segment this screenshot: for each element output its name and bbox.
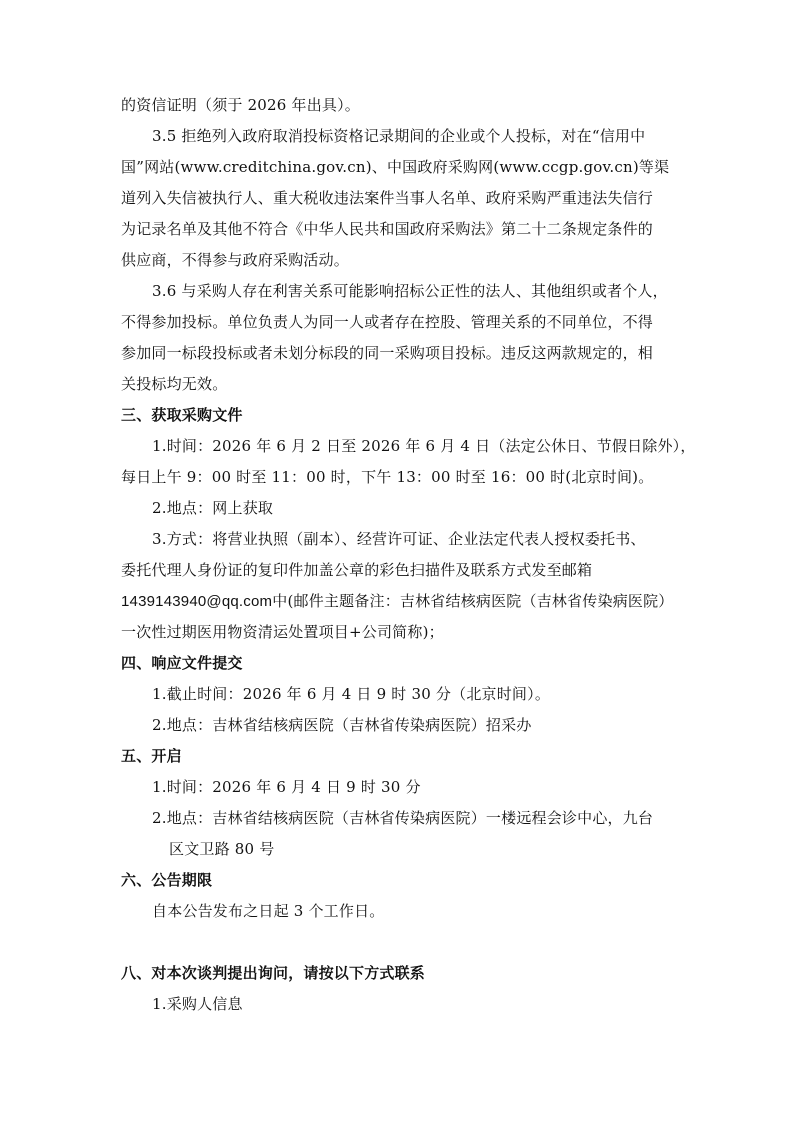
paragraph-line	[121, 591, 674, 612]
paragraph-line: 供应商，不得参与政府采购活动。	[121, 251, 350, 269]
paragraph-line: 委托代理人身份证的复印件加盖公章的彩色扫描件及联系方式发至邮箱	[121, 561, 593, 579]
email-address: 1439143940@qq.com	[121, 593, 273, 610]
paragraph-line: 不得参加投标。单位负责人为同一人或者存在控股、管理关系的不同单位，不得	[121, 313, 654, 331]
paragraph-line: 3.5 拒绝列入政府取消投标资格记录期间的企业或个人投标，对在“信用中	[152, 127, 646, 145]
paragraph-line: 1.截止时间：2026 年 6 月 4 日 9 时 30 分（北京时间）。	[152, 685, 551, 703]
paragraph-line: 国”网站(www.creditchina.gov.cn)、中国政府采购网(www.ccgp.gov.cn)等渠	[121, 158, 670, 176]
paragraph-line: 1.时间：2026 年 6 月 4 日 9 时 30 分	[152, 778, 421, 796]
paragraph-line: 3.方式：将营业执照（副本）、经营许可证、企业法定代表人授权委托书、	[152, 530, 646, 548]
section-heading-6: 六、公告期限	[121, 871, 213, 889]
paragraph-line: 的资信证明（须于 2026 年出具）。	[121, 96, 361, 114]
paragraph-line: 一次性过期医用物资清运处置项目+公司简称)；	[121, 623, 444, 641]
section-heading-4: 四、响应文件提交	[121, 654, 243, 672]
section-heading-5: 五、开启	[121, 747, 182, 765]
section-heading-8: 八、对本次谈判提出询问，请按以下方式联系	[121, 964, 426, 982]
email-note: 中(邮件主题备注：吉林省结核病医院（吉林省传染病医院）	[272, 592, 674, 610]
paragraph-line: 2.地点：吉林省结核病医院（吉林省传染病医院）招采办	[152, 716, 532, 734]
paragraph-line: 区文卫路 80 号	[169, 840, 275, 858]
paragraph-line: 关投标均无效。	[121, 375, 228, 393]
paragraph-line: 参加同一标段投标或者未划分标段的同一采购项目投标。违反这两款规定的，相	[121, 344, 654, 362]
paragraph-line: 1.采购人信息	[152, 995, 243, 1013]
paragraph-line: 为记录名单及其他不符合《中华人民共和国政府采购法》第二十二条规定条件的	[121, 220, 654, 238]
paragraph-line: 自本公告发布之日起 3 个工作日。	[152, 902, 385, 920]
paragraph-line: 道列入失信被执行人、重大税收违法案件当事人名单、政府采购严重违法失信行	[121, 189, 654, 207]
paragraph-line: 2.地点：吉林省结核病医院（吉林省传染病医院）一楼远程会诊中心，九台	[152, 809, 654, 827]
paragraph-line: 每日上午 9：00 时至 11：00 时，下午 13：00 时至 16：00 时(北京时间)。	[121, 468, 654, 486]
paragraph-line: 1.时间：2026 年 6 月 2 日至 2026 年 6 月 4 日（法定公休日、节假日除外），	[152, 437, 696, 455]
paragraph-line: 3.6 与采购人存在利害关系可能影响招标公正性的法人、其他组织或者个人，	[152, 282, 668, 300]
section-heading-3: 三、获取采购文件	[121, 406, 243, 424]
paragraph-line: 2.地点：网上获取	[152, 499, 274, 517]
